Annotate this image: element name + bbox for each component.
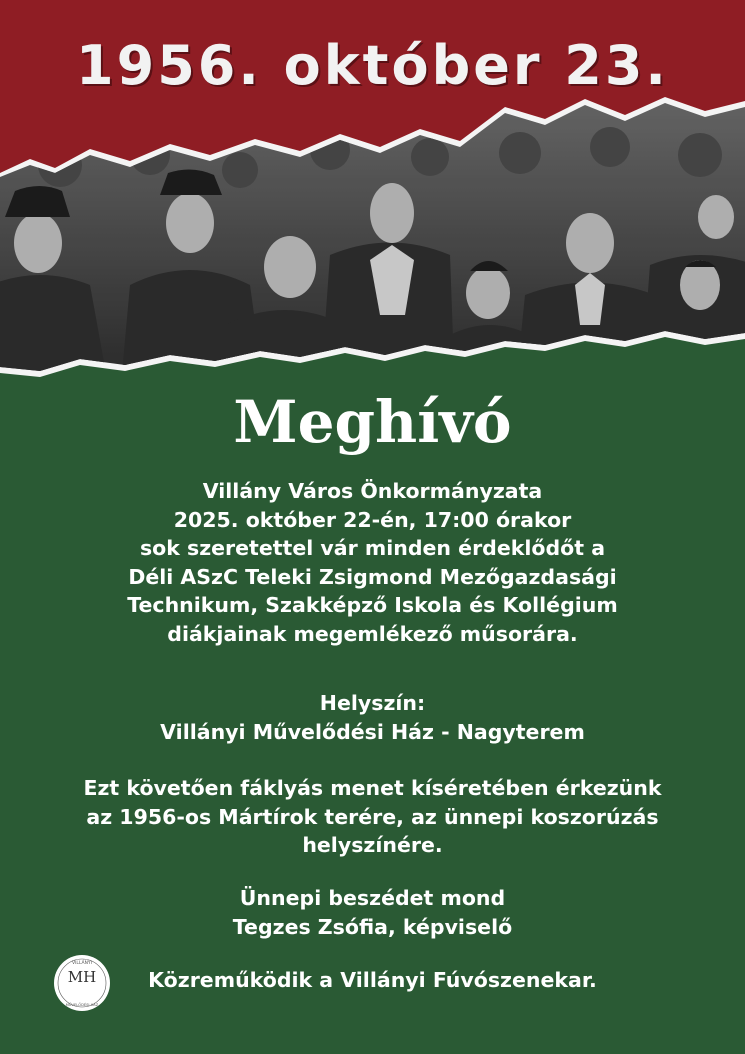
intro-line: Technikum, Szakképző Iskola és Kollégium bbox=[127, 593, 618, 617]
venue-block bbox=[20, 689, 725, 746]
music-credit bbox=[20, 966, 725, 995]
march-line: Ezt követően fáklyás menet kíséretében érkezünk bbox=[83, 776, 662, 800]
music-line: Közreműködik a Villányi Fúvószenekar. bbox=[148, 968, 597, 992]
logo-ring-top: VILLÁNYI bbox=[71, 961, 93, 966]
intro-line: Villány Város Önkormányzata bbox=[202, 479, 543, 503]
logo-ring-bottom: MŰVELŐDÉSI HÁZ bbox=[65, 1003, 99, 1007]
cultural-house-logo bbox=[53, 954, 111, 1012]
venue-value: Villányi Művelődési Ház - Nagyterem bbox=[160, 719, 585, 744]
torch-march-paragraph bbox=[20, 774, 725, 860]
speech-block bbox=[20, 884, 725, 941]
speech-line: Tegzes Zsófia, képviselő bbox=[232, 914, 513, 939]
intro-paragraph bbox=[20, 477, 725, 648]
intro-line: Déli ASzC Teleki Zsigmond Mezőgazdasági bbox=[128, 564, 617, 589]
venue-label: Helyszín: bbox=[319, 691, 426, 715]
speech-line: Ünnepi beszédet mond bbox=[239, 886, 506, 910]
intro-line: 2025. október 22-én, 17:00 órakor bbox=[173, 507, 572, 532]
intro-line: diákjainak megemlékező műsorára. bbox=[167, 621, 578, 646]
march-line: az 1956-os Mártírok terére, az ünnepi koszorúzás bbox=[86, 804, 659, 829]
logo-letters: MH bbox=[67, 968, 97, 986]
intro-line: sok szeretettel vár minden érdeklődőt a bbox=[139, 536, 606, 560]
date-headline: 1956. október 23. bbox=[76, 34, 669, 97]
crowd-photo bbox=[0, 95, 745, 395]
invitation-title: Meghívó bbox=[233, 388, 512, 456]
march-line: helyszínére. bbox=[302, 833, 443, 857]
